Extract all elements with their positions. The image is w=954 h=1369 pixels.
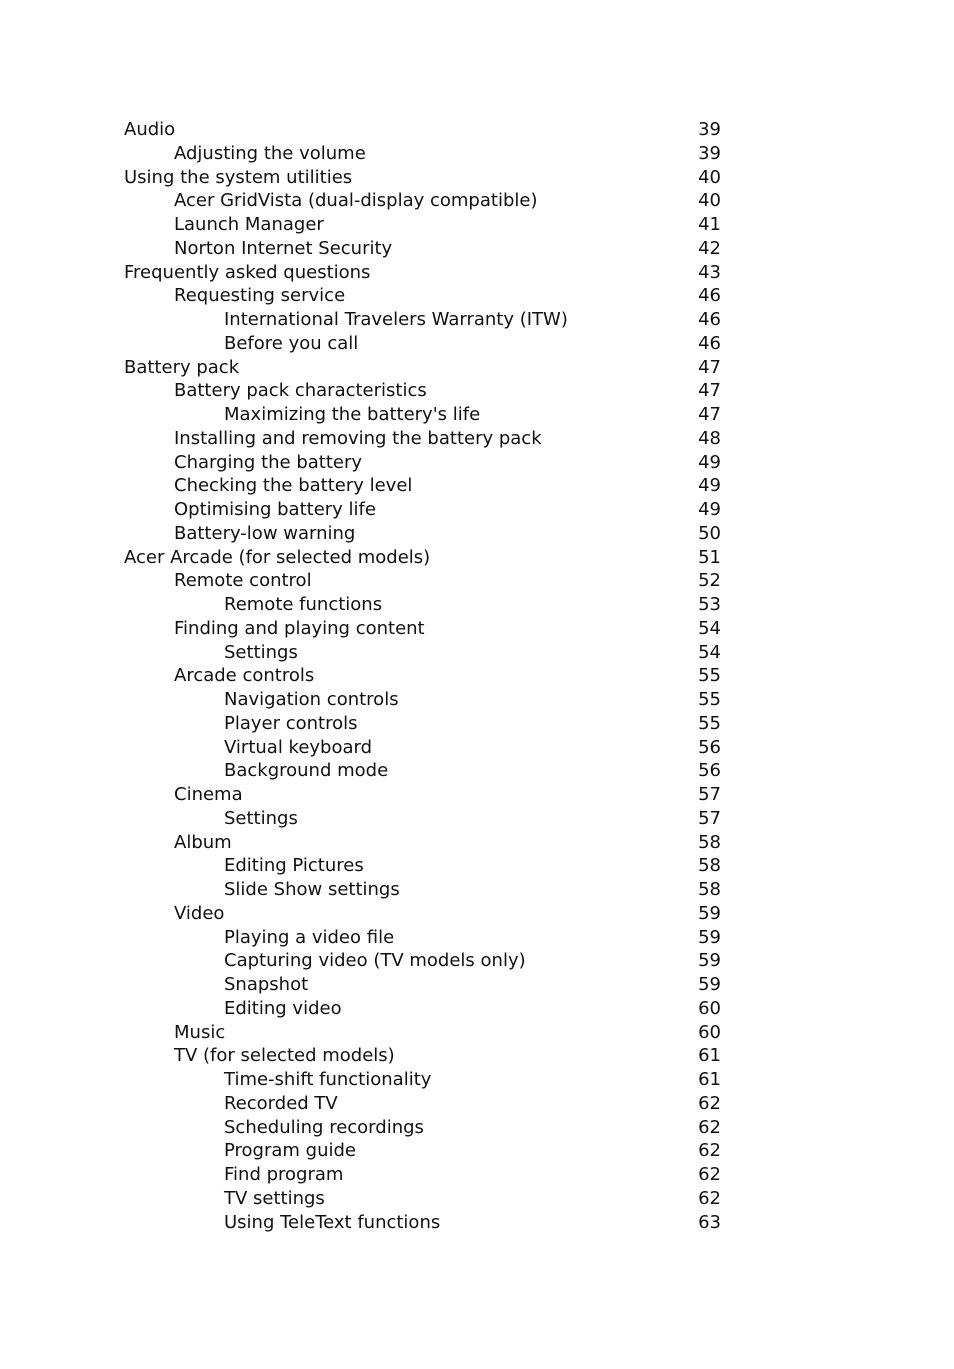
toc-entry-page-number: 47	[698, 356, 721, 378]
table-of-contents	[124, 118, 724, 1234]
toc-entry-title: Find program	[224, 1164, 344, 1185]
toc-entry-page-number: 58	[698, 879, 721, 900]
toc-entry-title: Settings	[224, 807, 298, 829]
toc-entry-page-number: 46	[698, 285, 721, 307]
toc-entry-title: Using TeleText functions	[224, 1211, 441, 1233]
toc-entry-title: Background mode	[224, 760, 389, 782]
toc-entry[interactable]	[124, 451, 724, 475]
toc-entry-title: Battery pack characteristics	[174, 380, 427, 402]
toc-entry-title: TV (for selected models)	[174, 1045, 395, 1067]
toc-entry[interactable]	[124, 1139, 724, 1163]
toc-entry-page-number: 62	[698, 1140, 721, 1162]
toc-entry-title: Recorded TV	[224, 1092, 338, 1114]
toc-entry-title: Requesting service	[174, 285, 346, 307]
toc-entry[interactable]	[124, 142, 724, 166]
toc-entry-title: International Travelers Warranty (ITW)	[224, 309, 568, 330]
toc-entry-page-number: 62	[698, 1092, 721, 1114]
toc-entry[interactable]	[124, 712, 724, 736]
toc-entry-title: Music	[174, 1021, 226, 1043]
toc-entry-page-number: 39	[698, 119, 721, 140]
toc-entry[interactable]	[124, 1211, 724, 1235]
toc-entry-title: Time-shift functionality	[224, 1069, 432, 1090]
toc-entry-page-number: 57	[698, 807, 721, 829]
toc-entry[interactable]	[124, 332, 724, 356]
toc-entry-title: Battery-low warning	[174, 522, 356, 544]
toc-entry-title: Album	[174, 831, 232, 853]
toc-entry-title: Norton Internet Security	[174, 237, 393, 259]
toc-entry-page-number: 61	[698, 1069, 721, 1090]
toc-entry[interactable]	[124, 783, 724, 807]
toc-entry-title: Frequently asked questions	[124, 261, 371, 283]
toc-entry-page-number: 55	[698, 689, 721, 710]
toc-entry-title: Acer Arcade (for selected models)	[124, 546, 431, 568]
toc-entry-title: Settings	[224, 641, 298, 663]
toc-entry-page-number: 51	[698, 546, 721, 568]
toc-entry-title: Audio	[124, 119, 176, 140]
toc-entry-page-number: 59	[698, 926, 721, 948]
toc-entry[interactable]	[124, 926, 724, 950]
toc-entry-title: Capturing video (TV models only)	[224, 950, 526, 972]
toc-entry-page-number: 56	[698, 736, 721, 758]
toc-entry[interactable]	[124, 973, 724, 997]
toc-entry[interactable]	[124, 1092, 724, 1116]
toc-entry-title: Finding and playing content	[174, 617, 425, 639]
toc-entry[interactable]	[124, 664, 724, 688]
toc-entry[interactable]	[124, 1021, 724, 1045]
toc-entry-title: Arcade controls	[174, 665, 315, 687]
toc-entry-title: Editing video	[224, 997, 342, 1019]
toc-entry-page-number: 49	[698, 451, 721, 473]
toc-entry-title: Charging the battery	[174, 451, 363, 473]
toc-entry[interactable]	[124, 854, 724, 878]
toc-entry[interactable]	[124, 213, 724, 237]
toc-entry-title: Playing a video file	[224, 926, 395, 948]
toc-entry[interactable]	[124, 569, 724, 593]
toc-entry-title: Program guide	[224, 1140, 357, 1162]
toc-entry-page-number: 62	[698, 1116, 721, 1138]
toc-entry-title: Installing and removing the battery pack	[174, 427, 542, 449]
toc-entry-page-number: 59	[698, 974, 721, 995]
toc-entry[interactable]	[124, 807, 724, 831]
toc-entry[interactable]	[124, 1044, 724, 1068]
toc-entry[interactable]	[124, 997, 724, 1021]
toc-entry-page-number: 41	[698, 214, 721, 235]
toc-entry[interactable]	[124, 284, 724, 308]
toc-entry-page-number: 47	[698, 380, 721, 402]
toc-entry-page-number: 47	[698, 404, 721, 425]
toc-entry-title: Navigation controls	[224, 689, 399, 710]
toc-entry[interactable]	[124, 949, 724, 973]
toc-entry[interactable]	[124, 522, 724, 546]
toc-entry-title: Battery pack	[124, 356, 240, 378]
toc-entry-title: Video	[174, 902, 225, 924]
toc-entry-page-number: 46	[698, 309, 721, 330]
toc-entry-title: TV settings	[224, 1187, 325, 1209]
toc-entry[interactable]	[124, 1187, 724, 1211]
toc-entry-title: Snapshot	[224, 974, 309, 995]
toc-entry[interactable]	[124, 878, 724, 902]
toc-entry[interactable]	[124, 379, 724, 403]
toc-entry-page-number: 49	[698, 499, 721, 520]
toc-entry-title: Before you call	[224, 332, 359, 354]
toc-entry-title: Remote control	[174, 570, 312, 592]
toc-entry[interactable]	[124, 1116, 724, 1140]
toc-entry-title: Slide Show settings	[224, 879, 400, 900]
toc-entry[interactable]	[124, 641, 724, 665]
toc-entry-page-number: 49	[698, 475, 721, 497]
toc-entry-page-number: 53	[698, 594, 721, 615]
toc-entry[interactable]	[124, 902, 724, 926]
toc-entry-page-number: 63	[698, 1211, 721, 1233]
toc-entry-page-number: 54	[698, 617, 721, 639]
toc-entry-page-number: 54	[698, 641, 721, 663]
toc-entry[interactable]	[124, 118, 724, 142]
toc-entry[interactable]	[124, 617, 724, 641]
toc-entry-page-number: 60	[698, 997, 721, 1019]
toc-entry[interactable]	[124, 831, 724, 855]
toc-entry[interactable]	[124, 1163, 724, 1187]
toc-entry[interactable]	[124, 308, 724, 332]
toc-entry-page-number: 59	[698, 902, 721, 924]
toc-entry-page-number: 55	[698, 665, 721, 687]
toc-entry-page-number: 40	[698, 166, 721, 188]
toc-entry[interactable]	[124, 474, 724, 498]
toc-entry-page-number: 40	[698, 190, 721, 212]
toc-entry-title: Cinema	[174, 784, 243, 805]
toc-entry-page-number: 55	[698, 712, 721, 734]
toc-entry-title: Virtual keyboard	[224, 736, 373, 758]
toc-entry-title: Launch Manager	[174, 214, 324, 235]
toc-entry[interactable]	[124, 736, 724, 760]
toc-entry-page-number: 60	[698, 1021, 721, 1043]
toc-entry-title: Player controls	[224, 712, 358, 734]
toc-entry-title: Editing Pictures	[224, 855, 364, 877]
toc-entry[interactable]	[124, 261, 724, 285]
toc-entry-page-number: 61	[698, 1045, 721, 1067]
toc-entry[interactable]	[124, 403, 724, 427]
toc-entry-title: Remote functions	[224, 594, 383, 615]
toc-entry[interactable]	[124, 688, 724, 712]
toc-entry-title: Acer GridVista (dual-display compatible)	[174, 190, 538, 212]
toc-entry-page-number: 50	[698, 522, 721, 544]
toc-entry-page-number: 56	[698, 760, 721, 782]
toc-entry[interactable]	[124, 189, 724, 213]
toc-entry-title: Optimising battery life	[174, 499, 376, 520]
toc-entry-page-number: 57	[698, 784, 721, 805]
toc-entry[interactable]	[124, 593, 724, 617]
toc-entry-title: Maximizing the battery's life	[224, 404, 481, 425]
toc-entry[interactable]	[124, 546, 724, 570]
toc-entry-page-number: 43	[698, 261, 721, 283]
toc-entry[interactable]	[124, 237, 724, 261]
toc-entry-page-number: 62	[698, 1187, 721, 1209]
toc-entry-page-number: 39	[698, 142, 721, 164]
toc-entry-page-number: 59	[698, 950, 721, 972]
toc-entry-title: Using the system utilities	[124, 166, 353, 188]
toc-entry[interactable]	[124, 427, 724, 451]
toc-entry-page-number: 52	[698, 570, 721, 592]
toc-entry[interactable]	[124, 166, 724, 190]
toc-entry-page-number: 58	[698, 831, 721, 853]
toc-entry-title: Checking the battery level	[174, 475, 413, 497]
toc-entry-page-number: 62	[698, 1164, 721, 1185]
toc-entry[interactable]	[124, 356, 724, 380]
toc-entry[interactable]	[124, 498, 724, 522]
toc-entry-page-number: 42	[698, 237, 721, 259]
toc-entry-page-number: 48	[698, 427, 721, 449]
toc-entry-title: Adjusting the volume	[174, 142, 366, 164]
toc-entry[interactable]	[124, 759, 724, 783]
toc-entry-page-number: 46	[698, 332, 721, 354]
toc-entry-title: Scheduling recordings	[224, 1116, 424, 1138]
toc-entry-page-number: 58	[698, 855, 721, 877]
toc-entry[interactable]	[124, 1068, 724, 1092]
